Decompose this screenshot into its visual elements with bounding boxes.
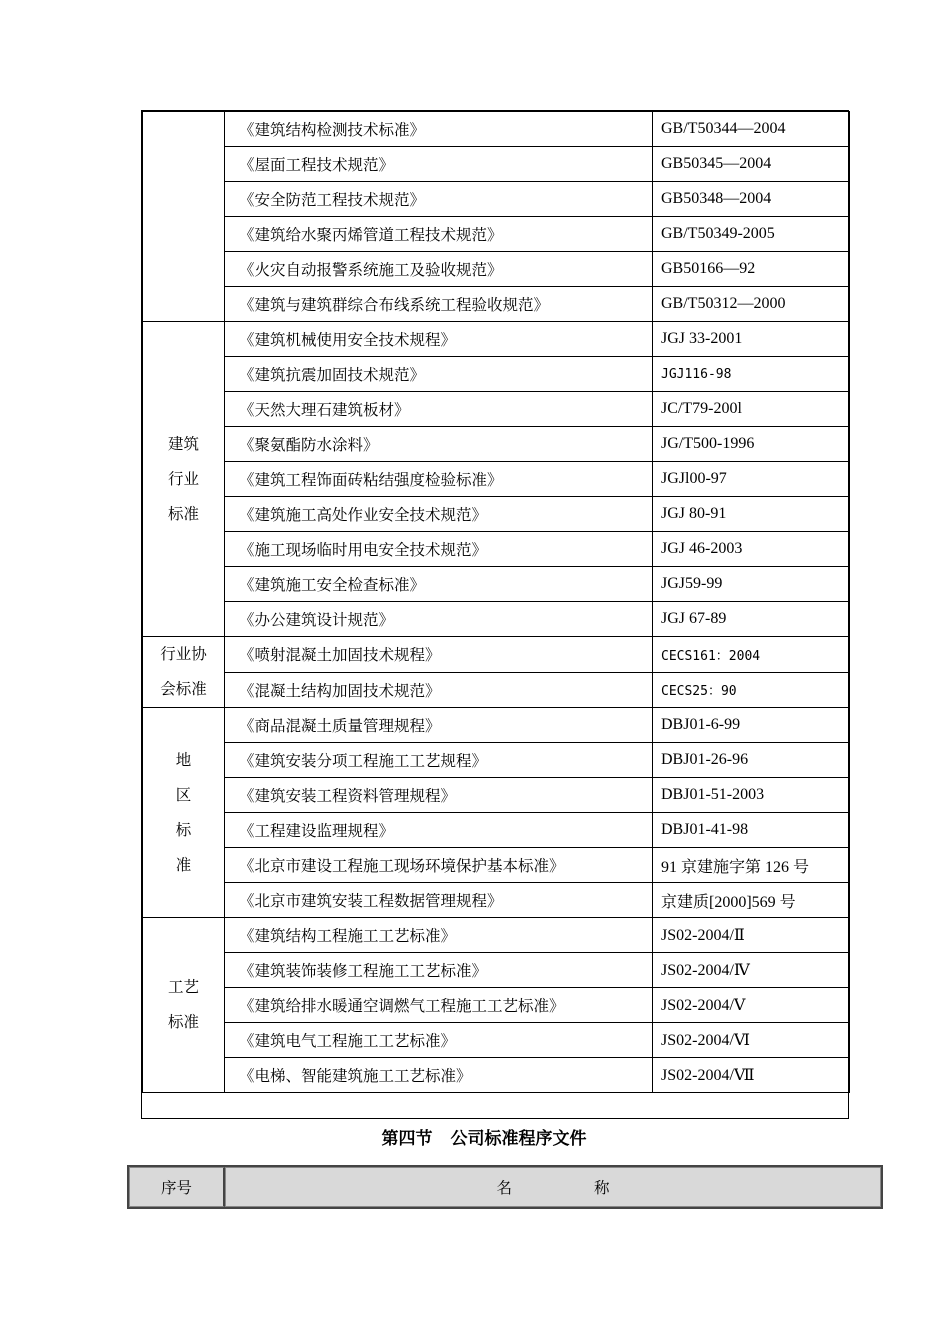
header-name-char-2: 称	[594, 1179, 610, 1197]
table-row	[143, 182, 850, 217]
category-cell	[143, 322, 225, 637]
table-row	[143, 357, 850, 392]
standard-code: JGJ 80-91	[653, 497, 850, 532]
standard-code: JS02-2004/Ⅵ	[653, 1023, 850, 1058]
standards-table	[142, 111, 850, 1093]
table-row	[143, 743, 850, 778]
table-row	[143, 672, 850, 708]
category-line: 标	[175, 820, 192, 839]
table-row	[143, 813, 850, 848]
standard-code: JGJ 46-2003	[653, 532, 850, 567]
category-line: 会标准	[160, 680, 207, 698]
table-row	[143, 708, 850, 743]
standard-code: DBJ01-51-2003	[653, 778, 850, 813]
category-line: 标准	[167, 1013, 199, 1031]
category-line: 行业	[167, 469, 199, 488]
standard-code: GB50348—2004	[653, 182, 850, 217]
standard-name: 《建筑与建筑群综合布线系统工程验收规范》	[225, 287, 653, 322]
standard-code: CECS25：90	[653, 672, 850, 708]
table-row	[143, 1058, 850, 1093]
table-row	[143, 322, 850, 357]
standard-name: 《天然大理石建筑板材》	[225, 392, 653, 427]
standard-name: 《建筑结构工程施工工艺标准》	[225, 918, 653, 953]
standard-code: 91 京建施字第 126 号	[653, 848, 850, 883]
standard-code: JGJl00-97	[653, 462, 850, 497]
section-number: 第四节	[381, 1129, 433, 1149]
table-row	[143, 918, 850, 953]
table-row	[143, 637, 850, 673]
category-cell	[143, 918, 225, 1093]
standard-name: 《工程建设监理规程》	[225, 813, 653, 848]
standard-name: 《建筑给排水暖通空调燃气工程施工工艺标准》	[225, 988, 653, 1023]
category-line: 准	[175, 855, 192, 874]
table-row	[143, 848, 850, 883]
table-row	[143, 427, 850, 462]
standard-code: 京建质[2000]569 号	[653, 883, 850, 918]
standard-code: DBJ01-6-99	[653, 708, 850, 743]
standard-code: DBJ01-41-98	[653, 813, 850, 848]
standard-name: 《商品混凝土质量管理规程》	[225, 708, 653, 743]
standard-code: JS02-2004/Ⅶ	[653, 1058, 850, 1093]
table-row	[143, 532, 850, 567]
standard-code: JS02-2004/Ⅱ	[653, 918, 850, 953]
standard-code: GB/T50344—2004	[653, 112, 850, 147]
table-row	[143, 567, 850, 602]
standard-code: JGJ 33-2001	[653, 322, 850, 357]
table-row	[143, 392, 850, 427]
standard-code: DBJ01-26-96	[653, 743, 850, 778]
table-row	[143, 988, 850, 1023]
header-seq-no: 序号	[129, 1167, 225, 1207]
standard-code: GB50345—2004	[653, 147, 850, 182]
standard-name: 《办公建筑设计规范》	[225, 602, 653, 637]
table-row	[143, 883, 850, 918]
standard-code: GB50166—92	[653, 252, 850, 287]
standard-name: 《电梯、智能建筑施工工艺标准》	[225, 1058, 653, 1093]
standard-code: JC/T79-200l	[653, 392, 850, 427]
standard-name: 《火灾自动报警系统施工及验收规范》	[225, 252, 653, 287]
standard-code: CECS161：2004	[653, 637, 850, 673]
header-name	[225, 1167, 881, 1207]
table-row	[143, 112, 850, 147]
category-line: 区	[175, 785, 192, 804]
standard-name: 《聚氨酯防水涂料》	[225, 427, 653, 462]
category-cell	[143, 637, 225, 708]
standard-name: 《建筑给水聚丙烯管道工程技术规范》	[225, 217, 653, 252]
table-row	[143, 462, 850, 497]
table-row	[143, 1023, 850, 1058]
standard-name: 《建筑施工安全检查标准》	[225, 567, 653, 602]
standard-code: JGJ116-98	[653, 357, 850, 392]
procedure-table-header	[127, 1165, 883, 1209]
table-row	[143, 497, 850, 532]
standard-code: JGJ59-99	[653, 567, 850, 602]
standard-name: 《建筑电气工程施工工艺标准》	[225, 1023, 653, 1058]
standard-code: JS02-2004/Ⅴ	[653, 988, 850, 1023]
category-line: 建筑	[167, 434, 199, 453]
standard-name: 《建筑安装分项工程施工工艺规程》	[225, 743, 653, 778]
table-row	[143, 147, 850, 182]
standard-name: 《屋面工程技术规范》	[225, 147, 653, 182]
category-cell	[143, 708, 225, 918]
table-row	[143, 217, 850, 252]
standard-name: 《建筑施工高处作业安全技术规范》	[225, 497, 653, 532]
category-line: 工艺	[167, 978, 199, 996]
standard-name: 《施工现场临时用电安全技术规范》	[225, 532, 653, 567]
section-title: 公司标准程序文件	[450, 1129, 587, 1149]
table-row	[143, 252, 850, 287]
standard-code: GB/T50312—2000	[653, 287, 850, 322]
standard-name: 《北京市建设工程施工现场环境保护基本标准》	[225, 848, 653, 883]
table-row	[143, 953, 850, 988]
standard-name: 《建筑装饰装修工程施工工艺标准》	[225, 953, 653, 988]
standard-name: 《喷射混凝土加固技术规程》	[225, 637, 653, 673]
category-cell	[143, 112, 225, 322]
table-row	[143, 287, 850, 322]
header-name-char-1: 名	[496, 1179, 512, 1197]
standard-code: JS02-2004/Ⅳ	[653, 953, 850, 988]
table-row	[143, 602, 850, 637]
standard-name: 《建筑机械使用安全技术规程》	[225, 322, 653, 357]
category-line: 标准	[167, 504, 199, 523]
standard-code: GB/T50349-2005	[653, 217, 850, 252]
category-line: 地	[175, 750, 192, 769]
standard-code: JGJ 67-89	[653, 602, 850, 637]
standard-name: 《建筑结构检测技术标准》	[225, 112, 653, 147]
standard-name: 《建筑安装工程资料管理规程》	[225, 778, 653, 813]
standard-name: 《安全防范工程技术规范》	[225, 182, 653, 217]
standard-name: 《混凝土结构加固技术规范》	[225, 672, 653, 708]
section-heading	[0, 1124, 950, 1149]
standard-name: 《建筑抗震加固技术规范》	[225, 357, 653, 392]
standard-name: 《北京市建筑安装工程数据管理规程》	[225, 883, 653, 918]
category-line: 行业协	[160, 645, 207, 663]
table-row	[143, 778, 850, 813]
standard-code: JG/T500-1996	[653, 427, 850, 462]
standard-name: 《建筑工程饰面砖粘结强度检验标准》	[225, 462, 653, 497]
